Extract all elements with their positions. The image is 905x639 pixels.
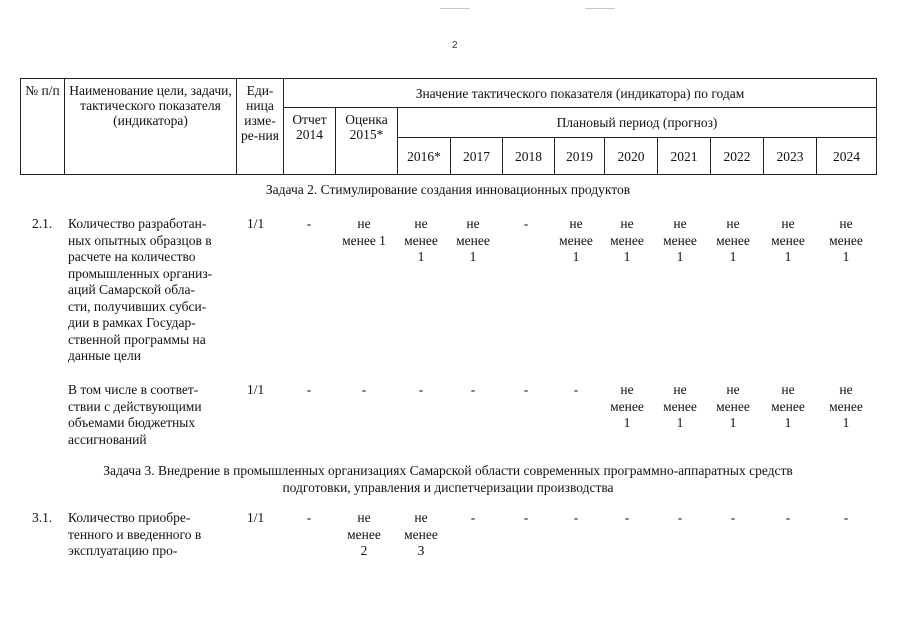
- value-2022: не менее 1: [716, 382, 750, 430]
- row-number: 3.1.: [32, 510, 53, 525]
- header-name: Наименование цели, задачи, тактического показателя (индикатора): [65, 79, 237, 175]
- header-year: 2020: [605, 138, 658, 175]
- value-2017: не менее 1: [456, 216, 490, 264]
- indicator-table-header: [20, 78, 877, 175]
- header-year: 2017: [451, 138, 503, 175]
- header-year: 2021: [658, 138, 711, 175]
- value-2016: не менее 3: [404, 510, 438, 558]
- value-estimate: не менее 1: [342, 216, 386, 248]
- value-2020: -: [624, 510, 630, 525]
- value-2019: -: [573, 382, 579, 397]
- unit-value: 1/1: [247, 382, 265, 397]
- header-estimate: Оценка 2015*: [336, 108, 398, 175]
- header-year: 2018: [503, 138, 555, 175]
- scan-mark: [585, 8, 615, 9]
- value-2018: -: [523, 510, 529, 525]
- value-2018: -: [523, 382, 529, 397]
- value-2016: не менее 1: [404, 216, 438, 264]
- value-estimate: -: [361, 382, 367, 397]
- header-year: 2024: [817, 138, 877, 175]
- indicator-name: Количество разработан- ных опытных образцов в расчете на количество промышленных организ- аций Самарской обла- сти, получивших субси- дии в рамках Государ- ственной программы на данные цели: [68, 216, 213, 363]
- indicator-name: Количество приобре- тенного и введенного в эксплуатацию про-: [68, 510, 202, 558]
- value-report: -: [306, 510, 312, 525]
- value-2020: не менее 1: [610, 216, 644, 264]
- value-2017: -: [470, 382, 476, 397]
- value-2021: -: [677, 510, 683, 525]
- value-2021: не менее 1: [663, 382, 697, 430]
- value-2023: не менее 1: [771, 216, 805, 264]
- value-2017: -: [470, 510, 476, 525]
- header-unit: Еди-ница изме-ре-ния: [237, 79, 284, 175]
- value-2019: не менее 1: [559, 216, 593, 264]
- value-2022: -: [730, 510, 736, 525]
- value-2022: не менее 1: [716, 216, 750, 264]
- value-report: -: [306, 216, 312, 231]
- header-values: Значение тактического показателя (индикатора) по годам: [284, 79, 877, 108]
- header-plan: Плановый период (прогноз): [398, 108, 877, 138]
- value-2020: не менее 1: [610, 382, 644, 430]
- unit-value: 1/1: [247, 216, 265, 231]
- value-2024: -: [843, 510, 849, 525]
- header-num: № п/п: [21, 79, 65, 175]
- unit-value: 1/1: [247, 510, 265, 525]
- header-year: 2019: [555, 138, 605, 175]
- value-estimate: не менее 2: [347, 510, 381, 558]
- header-year: 2023: [764, 138, 817, 175]
- value-2021: не менее 1: [663, 216, 697, 264]
- task-2-title: Задача 2. Стимулирование создания инновационных продуктов: [265, 182, 631, 197]
- value-2024: не менее 1: [829, 382, 863, 430]
- value-report: -: [306, 382, 312, 397]
- task-3-title: Задача 3. Внедрение в промышленных организациях Самарской области современных программно-аппаратных средств подготовки, управления и диспетчеризации производства: [103, 463, 793, 495]
- value-2024: не менее 1: [829, 216, 863, 264]
- indicator-name: В том числе в соответ- ствии с действующими объемами бюджетных ассигнований: [68, 382, 202, 447]
- value-2016: -: [418, 382, 424, 397]
- header-year: 2016*: [398, 138, 451, 175]
- page-number: 2: [452, 40, 458, 51]
- value-2018: -: [523, 216, 529, 231]
- scan-mark: [440, 8, 470, 9]
- header-year: 2022: [711, 138, 764, 175]
- value-2019: -: [573, 510, 579, 525]
- value-2023: -: [785, 510, 791, 525]
- row-number: 2.1.: [32, 216, 53, 231]
- header-report: Отчет 2014: [284, 108, 336, 175]
- value-2023: не менее 1: [771, 382, 805, 430]
